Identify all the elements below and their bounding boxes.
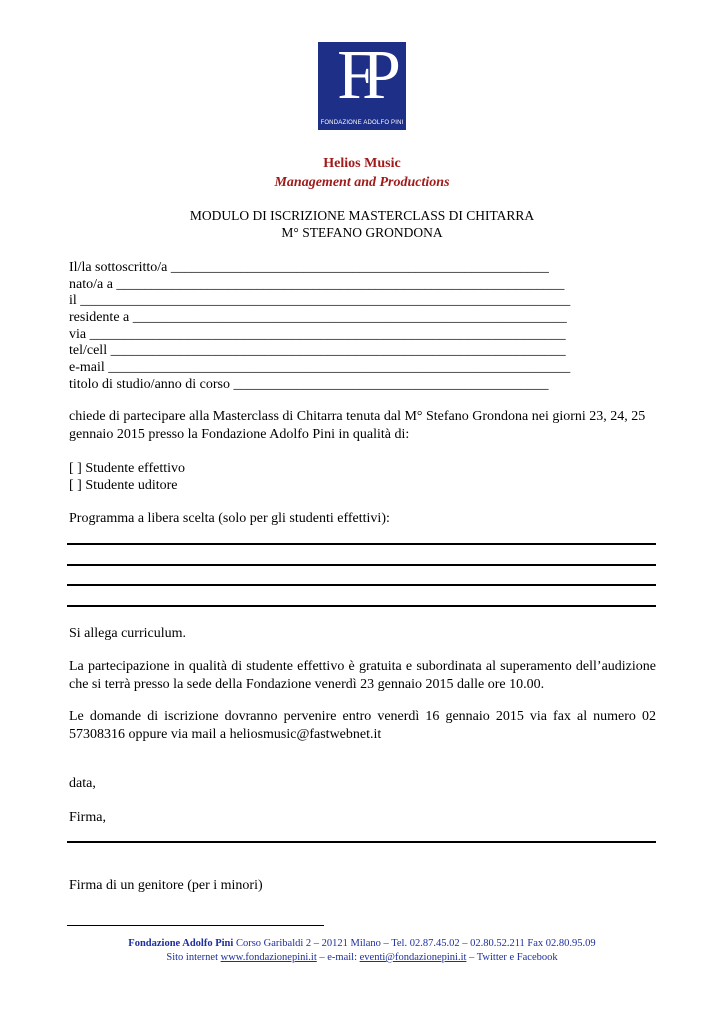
- footer-mail-prefix: – e-mail:: [316, 952, 360, 963]
- logo-letters: FP: [337, 42, 387, 114]
- signature-line: [67, 841, 656, 843]
- field-tel: tel/cell _________________________________________________________________: [69, 343, 566, 358]
- field-email: e-mail __________________________________________________________________: [69, 360, 571, 375]
- signature-label: Firma,: [69, 810, 106, 825]
- footer-website-link[interactable]: www.fondazionepini.it: [220, 952, 317, 963]
- deadline-paragraph: Le domande di iscrizione dovranno pervenire entro venerdì 16 gennaio 2015 via fax al numero 02 57308316 oppure via mail a heliosmusic@fastwebnet.it: [69, 709, 656, 742]
- field-titolo: titolo di studio/anno di corso _____________________________________________: [69, 377, 549, 392]
- program-line: [67, 584, 656, 586]
- footer-email-link[interactable]: eventi@fondazionepini.it: [359, 952, 467, 963]
- field-sottoscritto: Il/la sottoscritto/a ______________________________________________________: [69, 260, 549, 275]
- footer-org-name: Fondazione Adolfo Pini: [128, 938, 234, 949]
- footer-address: Corso Garibaldi 2 – 20121 Milano – Tel. 02.87.45.02 – 02.80.52.211 Fax 02.80.95.09: [233, 938, 596, 949]
- org-name: Helios Music: [323, 156, 401, 171]
- curriculum-note: Si allega curriculum.: [69, 626, 187, 641]
- participation-paragraph: La partecipazione in qualità di studente effettivo è gratuita e subordinata al superamento dell’audizione che si terrà presso la sede della Fondazione venerdì 23 gennaio 2015 dalle ore 10.00.: [69, 659, 656, 692]
- option-effettivo: [ ] Studente effettivo: [69, 461, 185, 476]
- program-label: Programma a libera scelta (solo per gli studenti effettivi):: [69, 511, 390, 526]
- parent-signature-label: Firma di un genitore (per i minori): [69, 878, 263, 893]
- footer-social: – Twitter e Facebook: [466, 952, 558, 963]
- footer-contact-line: [0, 951, 724, 964]
- option-uditore: [ ] Studente uditore: [69, 478, 178, 493]
- field-residente: residente a ______________________________________________________________: [69, 310, 567, 325]
- parent-signature-line: [67, 925, 324, 926]
- footer-address-line: [0, 937, 724, 950]
- field-via: via ____________________________________________________________________: [69, 327, 566, 342]
- form-title-line1: MODULO DI ISCRIZIONE MASTERCLASS DI CHITARRA: [189, 208, 535, 223]
- program-line: [67, 564, 656, 566]
- logo-caption: FONDAZIONE ADOLFO PINI: [320, 120, 404, 126]
- program-line: [67, 605, 656, 607]
- request-paragraph: chiede di partecipare alla Masterclass di Chitarra tenuta dal M° Stefano Grondona nei giorni 23, 24, 25 gennaio 2015 presso la Fondazione Adolfo Pini in qualità di:: [69, 409, 646, 442]
- date-label: data,: [69, 776, 96, 791]
- footer-site-prefix: Sito internet: [166, 952, 221, 963]
- org-tagline: Management and Productions: [274, 175, 450, 190]
- field-nato: nato/a a ________________________________________________________________: [69, 277, 565, 292]
- foundation-logo: [318, 42, 406, 130]
- program-line: [67, 543, 656, 545]
- field-il: il ______________________________________________________________________: [69, 293, 571, 308]
- form-title-line2: M° STEFANO GRONDONA: [281, 225, 443, 240]
